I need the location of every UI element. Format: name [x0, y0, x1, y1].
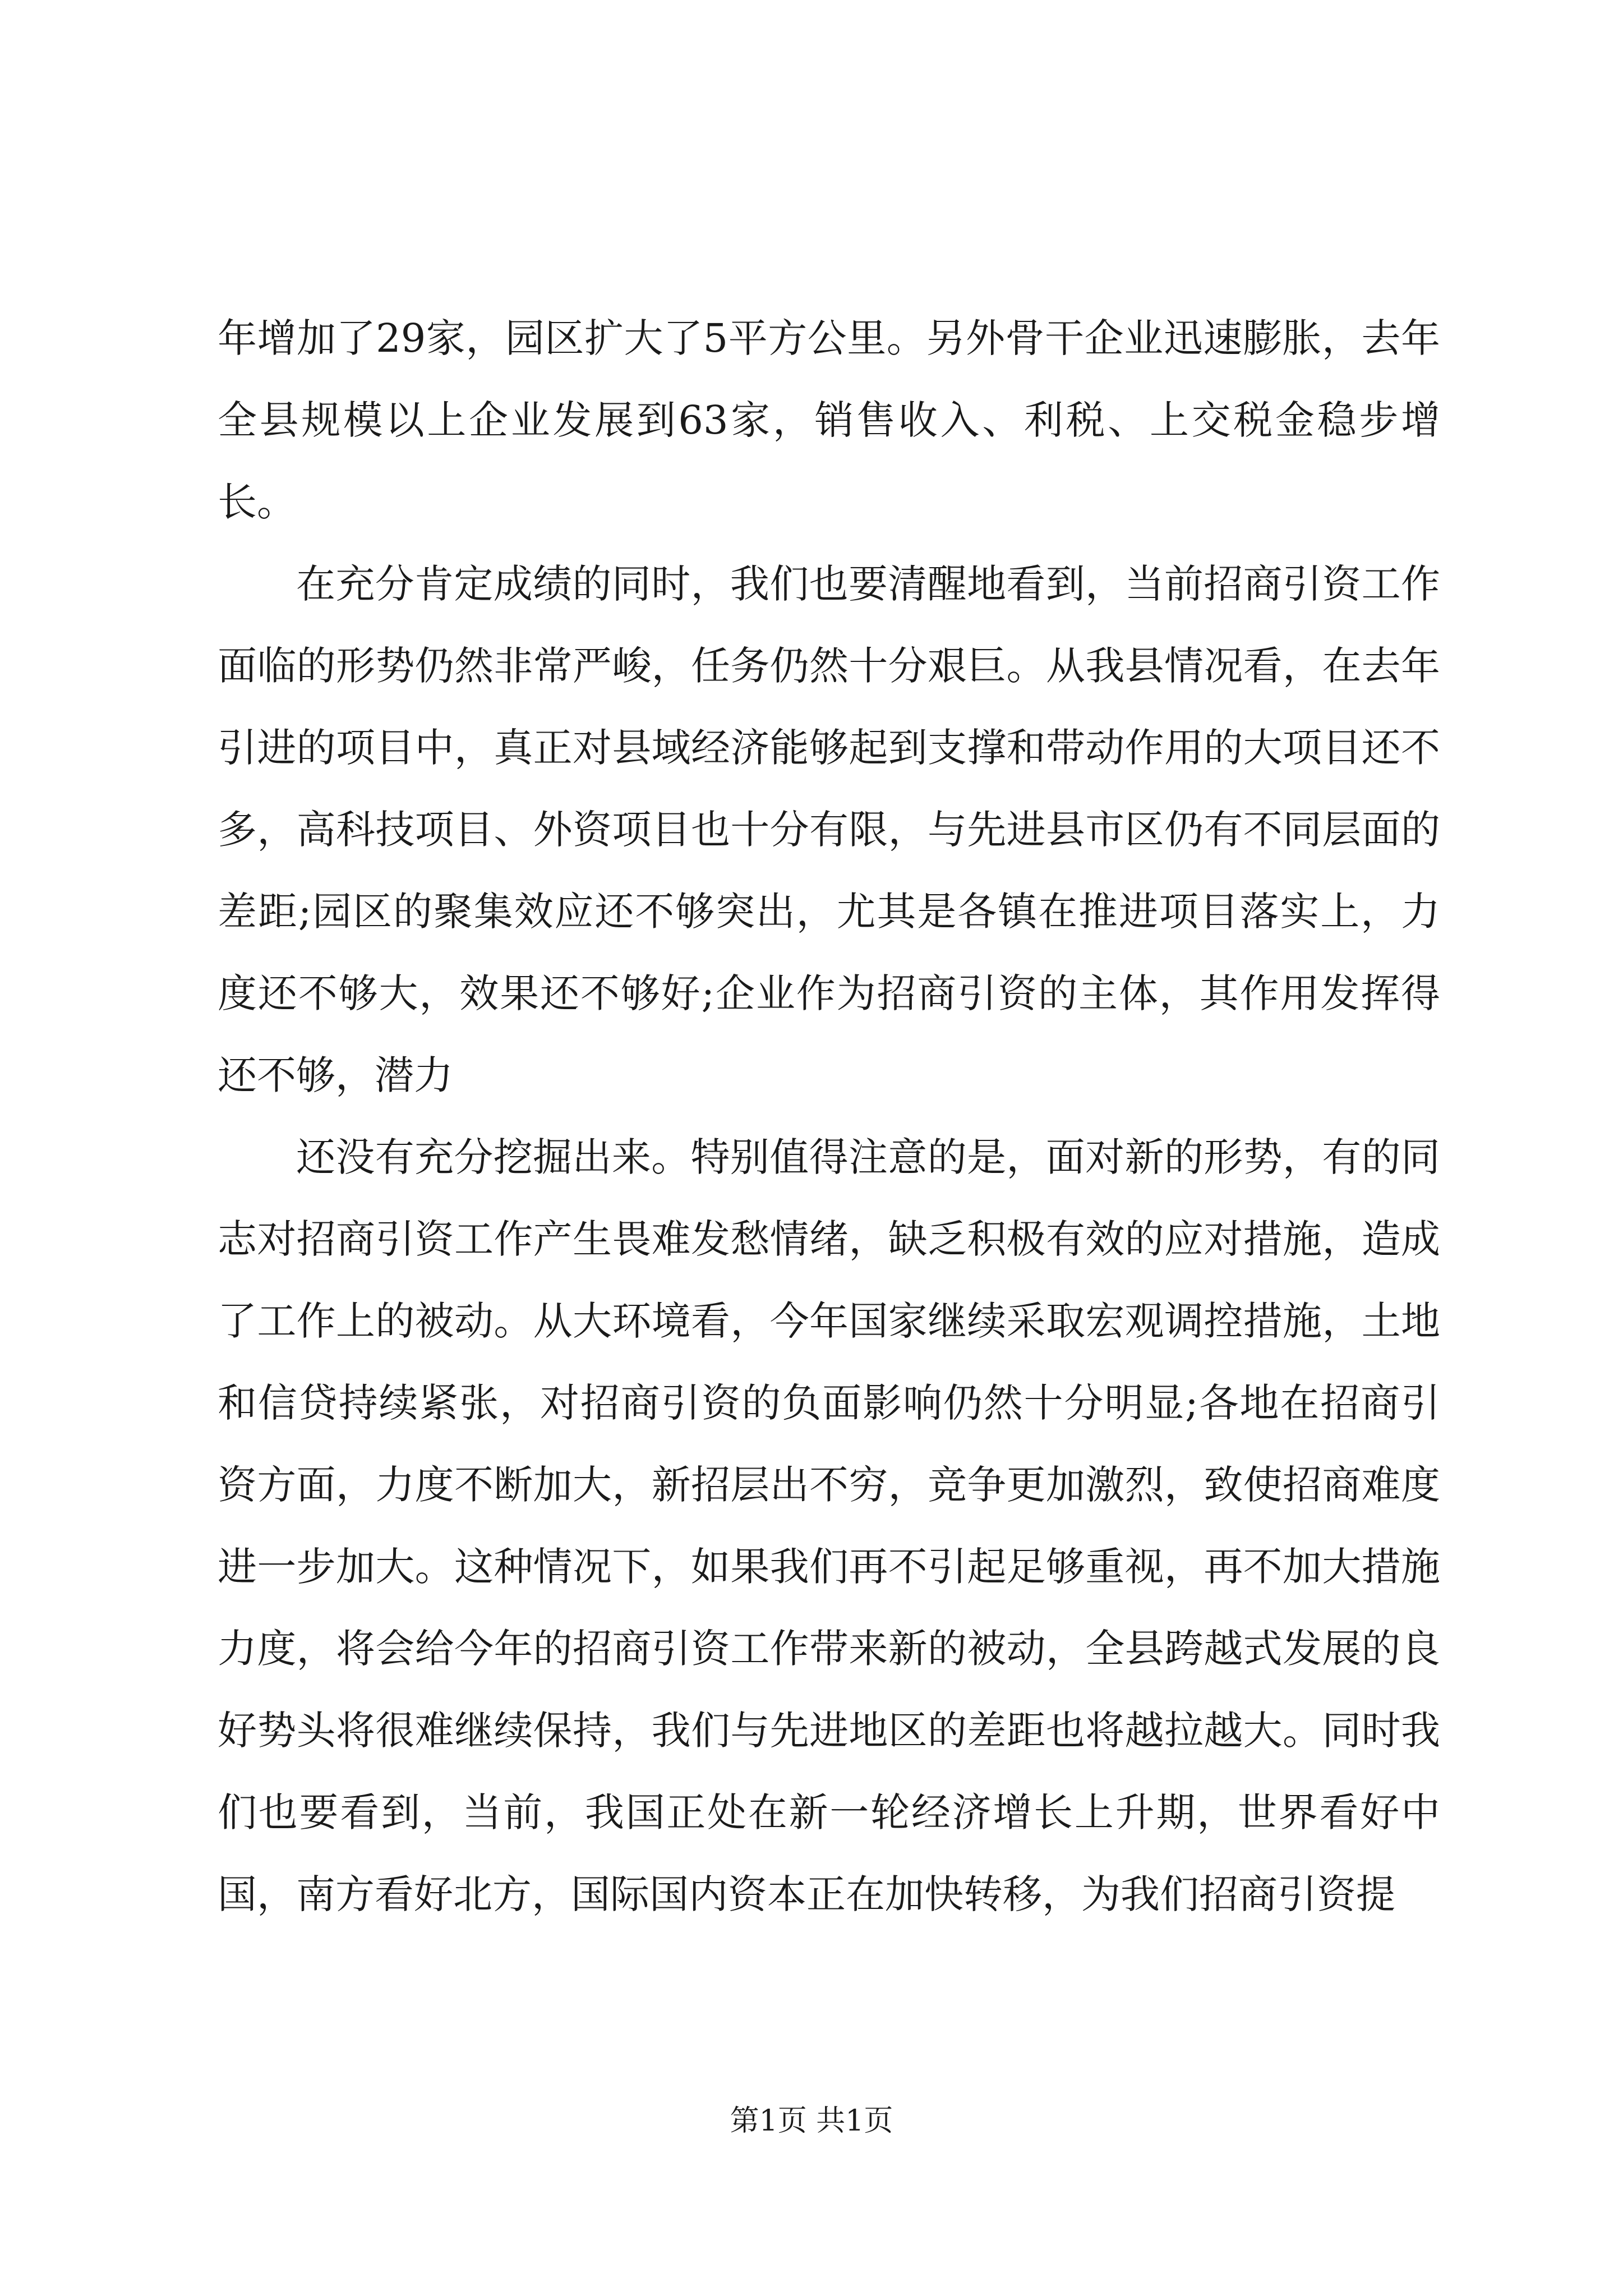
paragraph-2: 在充分肯定成绩的同时，我们也要清醒地看到，当前招商引资工作面临的形势仍然非常严峻，任务仍然十分艰巨。从我县情况看，在去年引进的项目中，真正对县域经济能够起到支撑和带动作用的大项目还不多，高科技项目、外资项目也十分有限，与先进县市区仍有不同层面的差距;园区的聚集效应还不够突出，尤其是各镇在推进项目落实上，力度还不够大，效果还不够好;企业作为招商引资的主体，其作用发挥得还不够，潜力: [218, 561, 1440, 1098]
paragraph-3: 还没有充分挖掘出来。特别值得注意的是，面对新的形势，有的同志对招商引资工作产生畏难发愁情绪，缺乏积极有效的应对措施，造成了工作上的被动。从大环境看，今年国家继续采取宏观调控措施，土地和信贷持续紧张，对招商引资的负面影响仍然十分明显;各地在招商引资方面，力度不断加大，新招层出不穷，竞争更加激烈，致使招商难度进一步加大。这种情况下，如果我们再不引起足够重视，再不加大措施力度，将会给今年的招商引资工作带来新的被动，全县跨越式发展的良好势头将很难继续保持，我们与先进地区的差距也将越拉越大。同时我们也要看到，当前，我国正处在新一轮经济增长上升期，世界看好中国，南方看好北方，国际国内资本正在加快转移，为我们招商引资提: [218, 1134, 1440, 1917]
document-body: [218, 297, 1440, 1935]
paragraph-1: 年增加了29家，园区扩大了5平方公里。另外骨干企业迅速膨胀，去年全县规模以上企业发展到63家，销售收入、利税、上交税金稳步增长。: [218, 315, 1440, 525]
page-footer: 第1页 共1页: [730, 2104, 893, 2138]
